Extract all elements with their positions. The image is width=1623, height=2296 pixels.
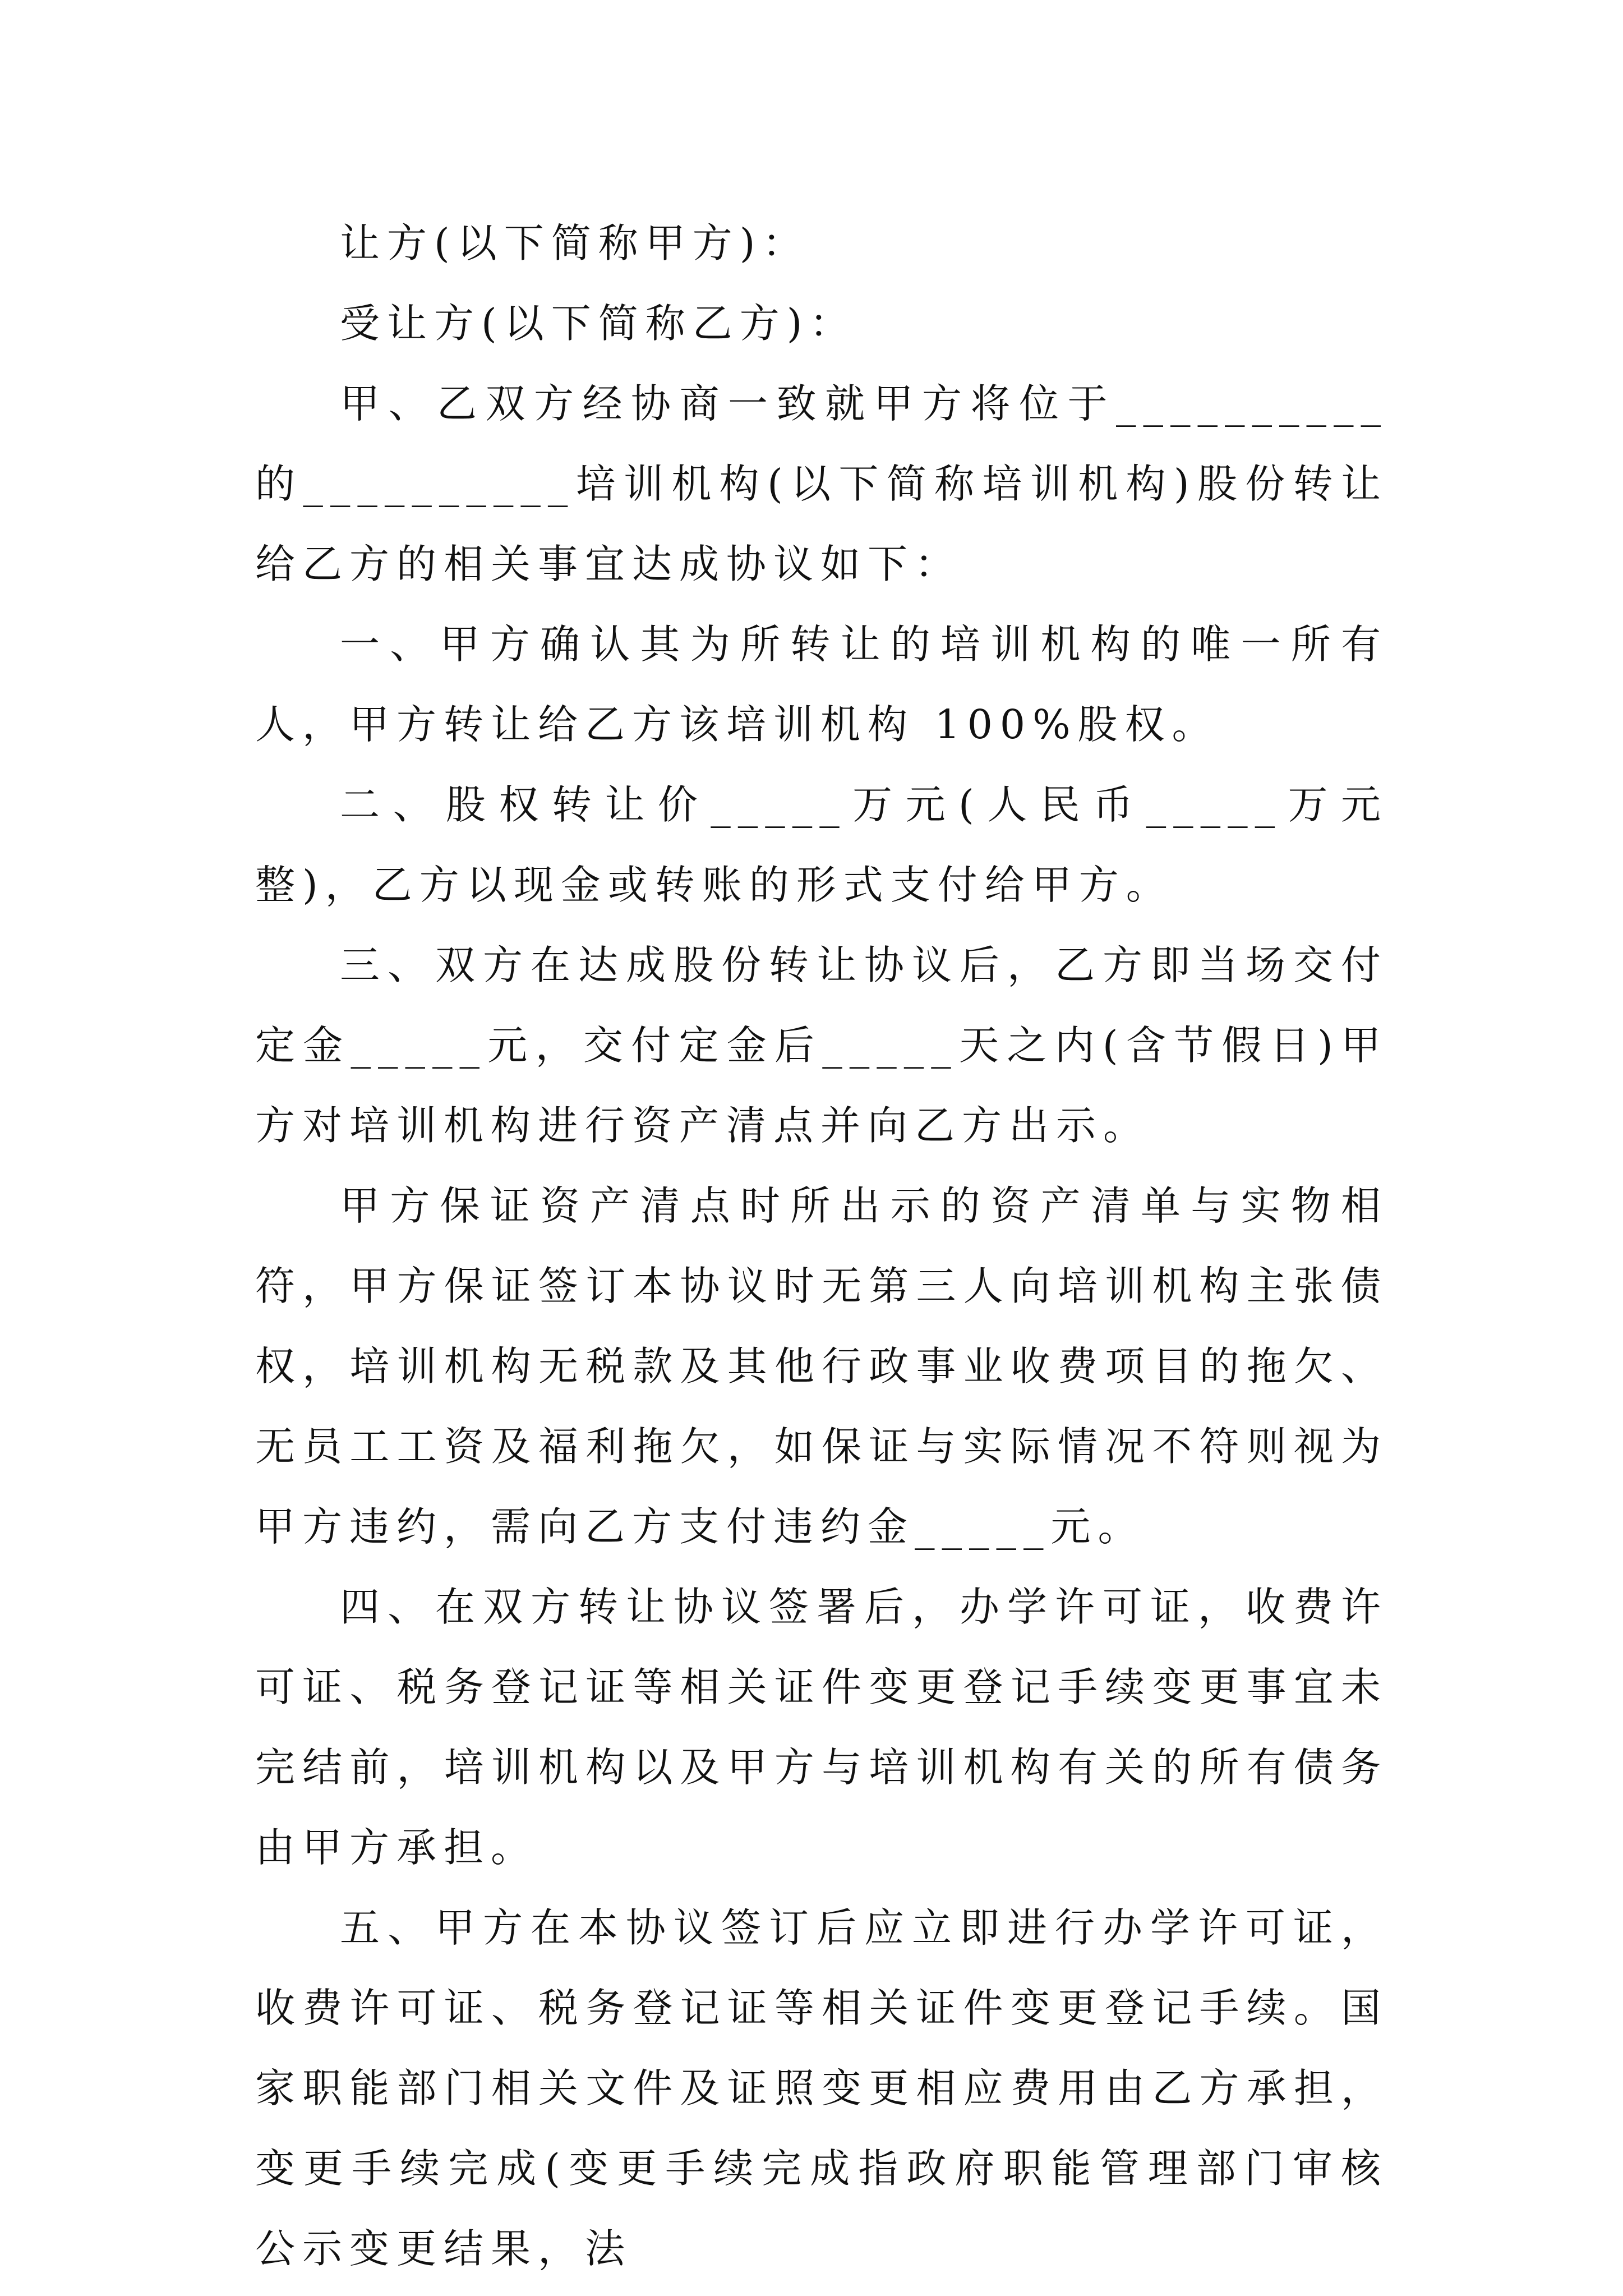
paragraph-clause-3: 三、双方在达成股份转让协议后，乙方即当场交付定金_____元，交付定金后_____天之内(含节假日)甲方对培训机构进行资产清点并向乙方出示。 (255, 942, 1388, 1149)
paragraph-transferor: 让方(以下简称甲方)： (340, 220, 810, 266)
paragraph-preamble: 甲、乙双方经协商一致就甲方将位于__________的__________培训机构(以下简称培训机构)股份转让给乙方的相关事宜达成协议如下： (255, 380, 1388, 587)
paragraph-clause-2: 二、股权转让价_____万元(人民币_____万元整)，乙方以现金或转账的形式支付给甲方。 (255, 781, 1388, 908)
paragraph-clause-1: 一、甲方确认其为所转让的培训机构的唯一所有人，甲方转让给乙方该培训机构 100%股权。 (255, 621, 1388, 748)
document-body (255, 203, 1388, 2289)
paragraph-guarantee: 甲方保证资产清点时所出示的资产清单与实物相符，甲方保证签订本协议时无第三人向培训机构主张债权，培训机构无税款及其他行政事业收费项目的拖欠、无员工工资及福利拖欠，如保证与实际情况不符则视为甲方违约，需向乙方支付违约金_____元。 (255, 1182, 1388, 1550)
paragraph-clause-4: 四、在双方转让协议签署后，办学许可证，收费许可证、税务登记证等相关证件变更登记手续变更事宜未完结前，培训机构以及甲方与培训机构有关的所有债务由甲方承担。 (255, 1584, 1388, 1871)
paragraph-clause-5: 五、甲方在本协议签订后应立即进行办学许可证，收费许可证、税务登记证等相关证件变更登记手续。国家职能部门相关文件及证照变更相应费用由乙方承担，变更手续完成(变更手续完成指政府职能管理部门审核公示变更结果，法 (255, 1904, 1388, 2272)
paragraph-transferee: 受让方(以下简称乙方)： (340, 300, 857, 347)
